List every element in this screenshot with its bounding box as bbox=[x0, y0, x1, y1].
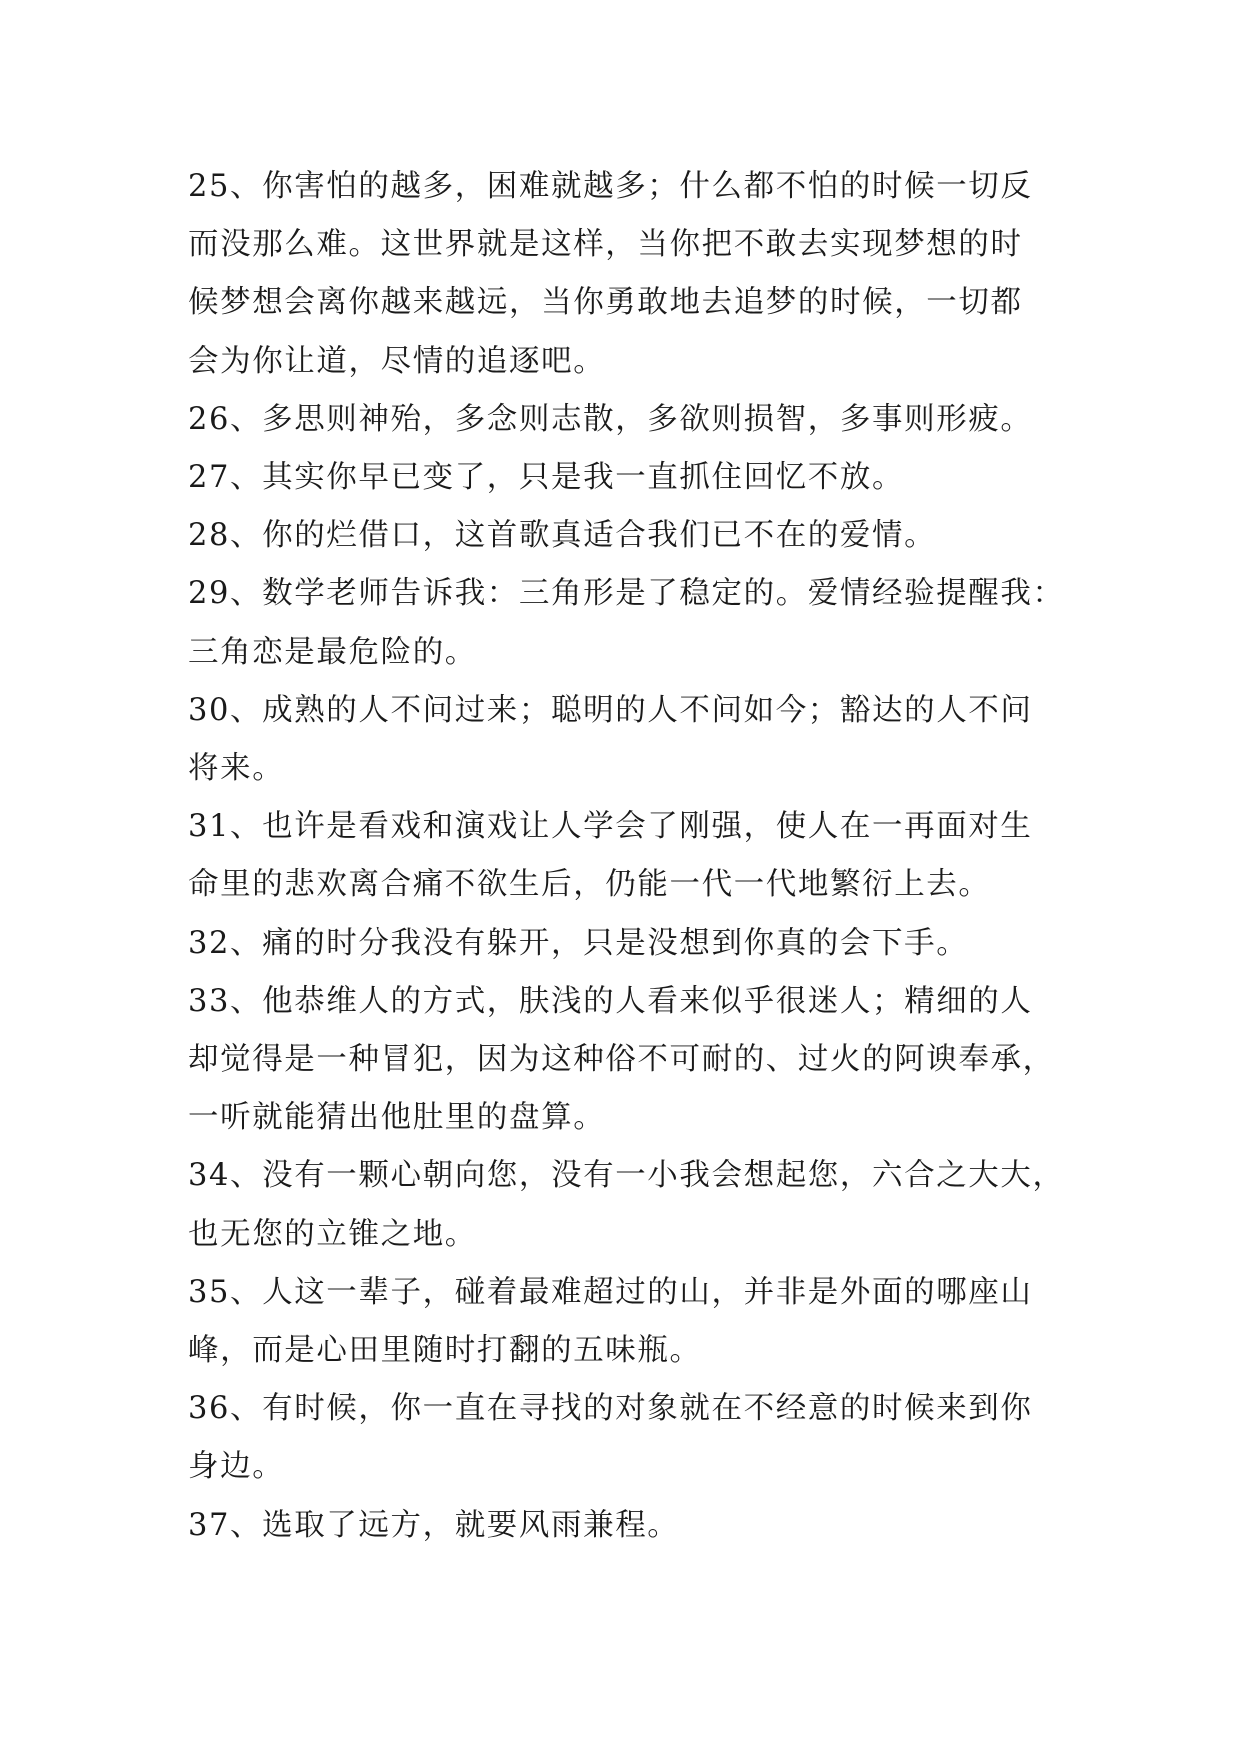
quote-entry-35: 35、人这一辈子，碰着最难超过的山，并非是外面的哪座山 峰，而是心田里随时打翻的五味瓶。 bbox=[188, 1274, 1033, 1369]
quote-list bbox=[188, 158, 1068, 1555]
quote-entry-33: 33、他恭维人的方式，肤浅的人看来似乎很迷人；精细的人 却觉得是一种冒犯，因为这种俗不可耐的、过火的阿谀奉承， 一听就能猜出他肚里的盘算。 bbox=[188, 983, 1055, 1136]
quote-entry-28: 28、你的烂借口，这首歌真适合我们已不在的爱情。 bbox=[188, 518, 937, 554]
quote-entry-34: 34、没有一颗心朝向您，没有一小我会想起您，六合之大大， 也无您的立锥之地。 bbox=[188, 1158, 1065, 1252]
quote-entry-25: 25、你害怕的越多，困难就越多；什么都不怕的时候一切反 而没那么难。这世界就是这样，当你把不敢去实现梦想的时 候梦想会离你越来越远，当你勇敢地去追梦的时候，一切都 会为你让道，尽情的追逐吧。 bbox=[188, 169, 1033, 379]
quote-entry-30: 30、成熟的人不问过来；聪明的人不问如今；豁达的人不问 将来。 bbox=[188, 692, 1033, 787]
quote-entry-31: 31、也许是看戏和演戏让人学会了刚强，使人在一再面对生 命里的悲欢离合痛不欲生后，仍能一代一代地繁衍上去。 bbox=[188, 809, 1033, 903]
quote-entry-36: 36、有时候，你一直在寻找的对象就在不经意的时候来到你 身边。 bbox=[188, 1391, 1033, 1485]
quote-entry-27: 27、其实你早已变了，只是我一直抓住回忆不放。 bbox=[188, 460, 905, 496]
quote-entry-29: 29、数学老师告诉我：三角形是了稳定的。爱情经验提醒我： 三角恋是最危险的。 bbox=[188, 576, 1065, 670]
quote-entry-32: 32、痛的时分我没有躲开，只是没想到你真的会下手。 bbox=[188, 925, 969, 961]
quote-entry-26: 26、多思则神殆，多念则志散，多欲则损智，多事则形疲。 bbox=[188, 401, 1033, 437]
quote-entry-37: 37、选取了远方，就要风雨兼程。 bbox=[188, 1507, 680, 1543]
